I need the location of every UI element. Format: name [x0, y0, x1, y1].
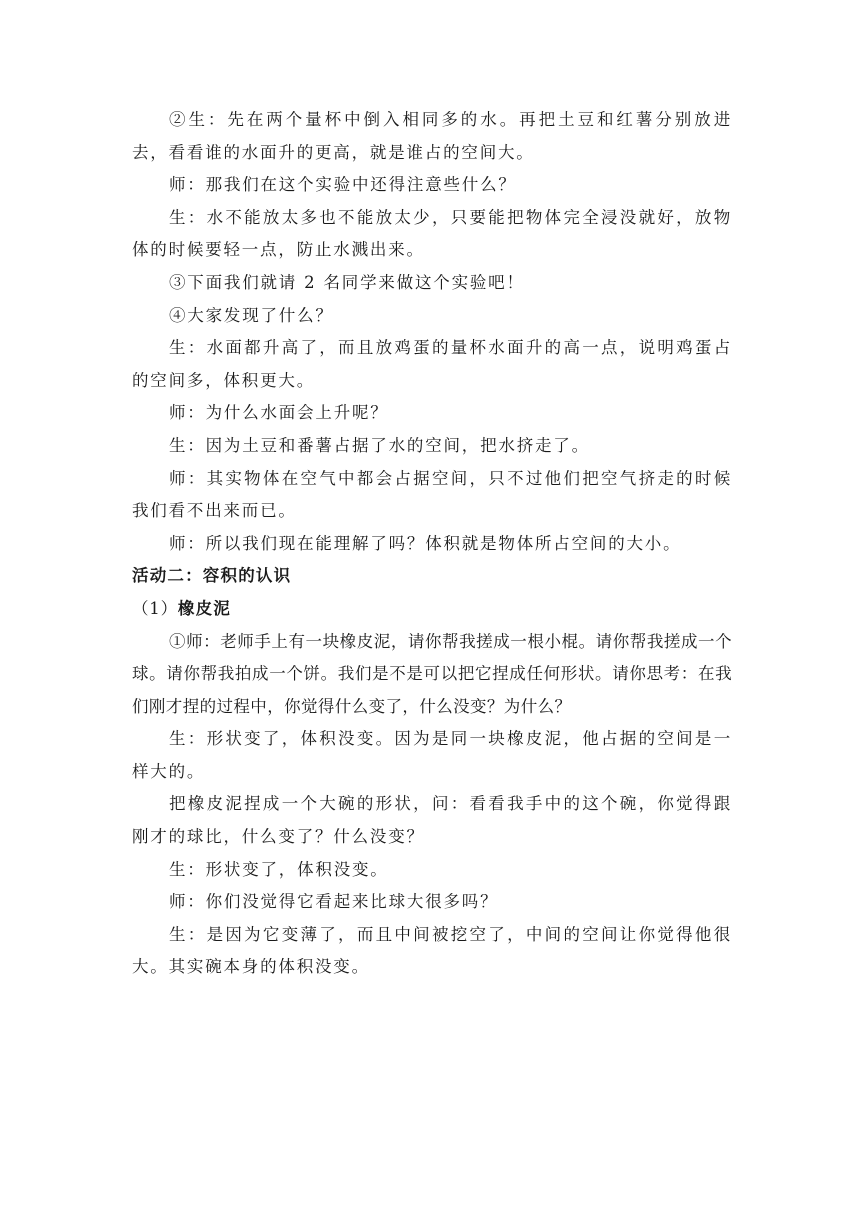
subsection-title: 橡皮泥 — [177, 598, 232, 618]
paragraph: 生：形状变了，体积没变。 — [169, 859, 389, 879]
paragraph: 师：其实物体在空气中都会占据空间，只不过他们把空气挤走的时候我们看不出来而已。 — [132, 468, 732, 521]
paragraph: 生：水不能放太多也不能放太少，只要能把物体完全浸没就好，放物体的时候要轻一点，防止水溅出来。 — [132, 207, 732, 260]
subsection-heading — [132, 593, 732, 626]
paragraph: ④大家发现了什么？ — [169, 305, 334, 325]
paragraph: 师：那我们在这个实验中还得注意些什么？ — [169, 175, 517, 195]
paragraph: ③下面我们就请 2 名同学来做这个实验吧！ — [169, 272, 525, 292]
section-heading: 活动二：容积的认识 — [132, 566, 292, 586]
paragraph: 师：所以我们现在能理解了吗？体积就是物体所占空间的大小。 — [169, 533, 682, 553]
paragraph: 生：形状变了，体积没变。因为是同一块橡皮泥，他占据的空间是一样大的。 — [132, 729, 732, 781]
paragraph: 生：是因为它变薄了，而且中间被挖空了，中间的空间让你觉得他很大。其实碗本身的体积没变。 — [132, 924, 732, 977]
paragraph: 生：水面都升高了，而且放鸡蛋的量杯水面升的高一点，说明鸡蛋占的空间多，体积更大。 — [132, 338, 732, 390]
subsection-number: （1） — [132, 598, 178, 618]
paragraph: 师：为什么水面会上升呢？ — [169, 403, 389, 423]
paragraph: 生：因为土豆和番薯占据了水的空间，把水挤走了。 — [169, 435, 590, 455]
document-body — [132, 104, 732, 984]
paragraph: 师：你们没觉得它看起来比球大很多吗？ — [169, 892, 499, 912]
paragraph: 把橡皮泥捏成一个大碗的形状，问：看看我手中的这个碗，你觉得跟刚才的球比，什么变了？什么没变？ — [132, 794, 732, 847]
paragraph: ②生：先在两个量杯中倒入相同多的水。再把土豆和红薯分别放进去，看看谁的水面升的更高，就是谁占的空间大。 — [132, 110, 732, 162]
paragraph: ①师：老师手上有一块橡皮泥，请你帮我搓成一根小棍。请你帮我搓成一个球。请你帮我拍成一个饼。我们是不是可以把它捏成任何形状。请你思考：在我们刚才捏的过程中，你觉得什么变了，什么没变？为什么？ — [132, 631, 732, 716]
